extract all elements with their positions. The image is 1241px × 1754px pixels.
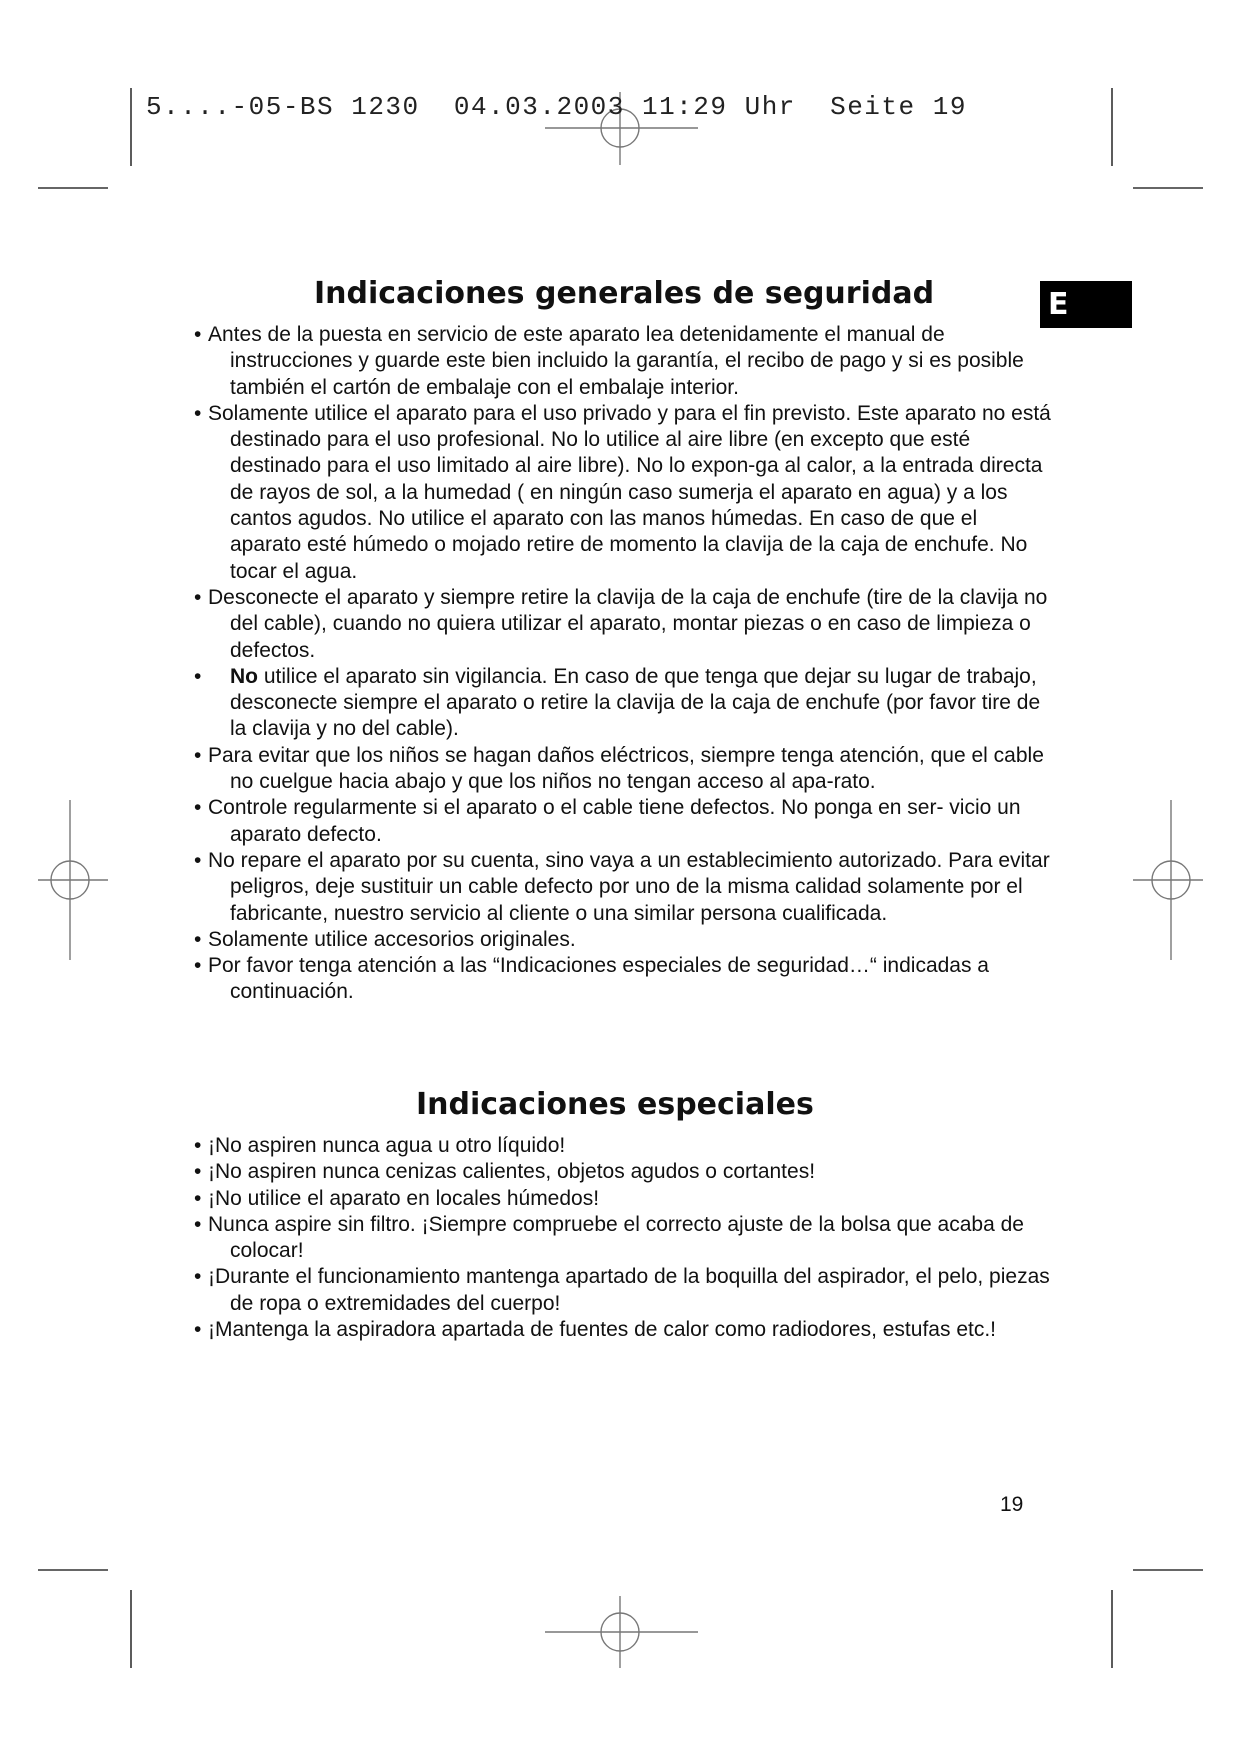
- section-title-general: Indicaciones generales de seguridad: [314, 276, 935, 311]
- list-item: [194, 795, 1054, 848]
- list-item-first-line: ¡Durante el funcionamiento mantenga apartado de la boquilla del aspirador, el: [208, 1265, 932, 1289]
- print-header: 5....-05-BS 1230 04.03.2003 11:29 Uhr Seite 19: [146, 92, 967, 122]
- bullet-icon: •: [194, 664, 202, 688]
- list-item-continuation: etc.!: [956, 1318, 996, 1342]
- list-item: [194, 1212, 1054, 1265]
- list-item-continuation: aparato no está destinado para el uso profesional. No lo utilice al aire libre (en excepto que esté destinado para el uso limitado al aire libre). No lo expon-ga al calor, a la entrada directa de rayos de sol, a la humedad ( en ningún caso sumerja el aparato en agua) y a los cantos agudos. No utilice el aparato con las manos húmedas. En caso de que el aparato esté húmedo o mojado retire de momento la clavija de la caja de enchufe. No tocar el agua.: [230, 401, 1051, 583]
- section-title-special: Indicaciones especiales: [416, 1087, 814, 1122]
- list-item-first-line: Para evitar que los niños se hagan daños eléctricos, siempre tenga atención,: [208, 743, 925, 767]
- list-item-first-line: ¡No aspiren nunca agua u otro líquido!: [208, 1134, 566, 1157]
- list-item-first-line: Antes de la puesta en servicio de este aparato lea detenidamente el manual de: [208, 323, 945, 346]
- list-item-first-line: No repare el aparato por su cuenta, sino vaya a un establecimiento autorizado.: [208, 848, 943, 872]
- list-item-continuation: instrucciones y guarde este bien incluido la garantía, el recibo de pago y si es posible también el cartón de embalaje con el embalaje interior.: [230, 349, 1024, 399]
- list-item-first-line: Por favor tenga atención a las “Indicaciones especiales de seguridad…“: [208, 954, 877, 978]
- list-item-continuation: Para evitar peligros, deje sustituir un cable defecto por uno de la misma calidad solamente por el fabricante, nuestro servicio al cliente o una similar persona cualificada.: [230, 848, 1050, 925]
- list-item: [194, 1159, 1054, 1185]
- list-item-first-line: Solamente utilice el aparato para el uso privado y para el fin previsto. Este: [208, 401, 900, 425]
- list-item-first-line: Desconecte el aparato y siempre retire la clavija de la caja de enchufe (tire de: [208, 585, 932, 609]
- list-item: [194, 848, 1054, 927]
- language-tab: E: [1040, 281, 1132, 328]
- bullet-icon: •: [194, 796, 202, 820]
- list-item-first-line: ¡No aspiren nunca cenizas calientes, objetos agudos o cortantes!: [208, 1160, 816, 1184]
- bullet-icon: •: [194, 1186, 202, 1210]
- list-item-continuation: vicio un aparato defecto.: [230, 796, 1021, 846]
- list-item: [194, 743, 1054, 796]
- bullet-icon: •: [194, 1160, 202, 1184]
- list-item-continuation: que el cable no cuelgue hacia abajo y que los niños no tengan acceso al apa-rato.: [230, 743, 1044, 794]
- bullet-icon: •: [194, 927, 202, 951]
- bullet-icon: •: [194, 1265, 202, 1289]
- list-item-continuation: acaba de colocar!: [230, 1212, 1024, 1263]
- list-item: [194, 322, 1054, 401]
- list-item-continuation: pelo, piezas de ropa o extremidades del cuerpo!: [230, 1265, 1050, 1315]
- bullet-icon: •: [194, 743, 202, 767]
- list-item-first-line: ¡Mantenga la aspiradora apartada de fuentes de calor como radiodores, estufas: [208, 1318, 951, 1342]
- list-item-first-line: Solamente utilice accesorios originales.: [208, 927, 576, 951]
- list-item: [194, 585, 1054, 664]
- bullet-icon: •: [194, 323, 202, 346]
- list-item: [194, 401, 1054, 585]
- list-item: [194, 953, 1054, 1006]
- bullet-icon: •: [194, 848, 202, 872]
- list-item-first-line: utilice el aparato sin vigilancia. En caso de que tenga que dejar su lugar de: [258, 664, 961, 688]
- list-item-first-line: ¡No utilice el aparato en locales húmedos!: [208, 1186, 600, 1210]
- list-item-continuation: indicadas a continuación.: [230, 954, 989, 1004]
- emphasis: No: [230, 664, 258, 688]
- list-item: [194, 1264, 1054, 1317]
- page-number: 19: [1000, 1493, 1024, 1516]
- list-item: [194, 927, 1054, 953]
- list-item-first-line: Nunca aspire sin filtro. ¡Siempre compruebe el correcto ajuste de la bolsa que: [208, 1212, 932, 1236]
- general-safety-list: [194, 322, 1054, 1006]
- bullet-icon: •: [194, 585, 202, 609]
- list-item: [194, 1133, 1054, 1159]
- bullet-icon: •: [194, 401, 202, 425]
- list-item: [194, 664, 1054, 743]
- list-item-continuation: la clavija no del cable), cuando no quiera utilizar el aparato, montar piezas o en caso de limpieza o defectos.: [230, 585, 1048, 662]
- bullet-icon: •: [194, 1318, 202, 1342]
- bullet-icon: •: [194, 1212, 202, 1236]
- special-safety-list: [194, 1133, 1054, 1343]
- list-item: [194, 1317, 1054, 1343]
- list-item-continuation: trabajo, desconecte siempre el aparato o retire la clavija de la caja de enchufe (por favor tire de la clavija y no del cable).: [230, 664, 1041, 741]
- list-item-first-line: Controle regularmente si el aparato o el cable tiene defectos. No ponga en ser-: [208, 796, 944, 820]
- bullet-icon: •: [194, 954, 202, 978]
- list-item: [194, 1186, 1054, 1212]
- bullet-icon: •: [194, 1134, 202, 1157]
